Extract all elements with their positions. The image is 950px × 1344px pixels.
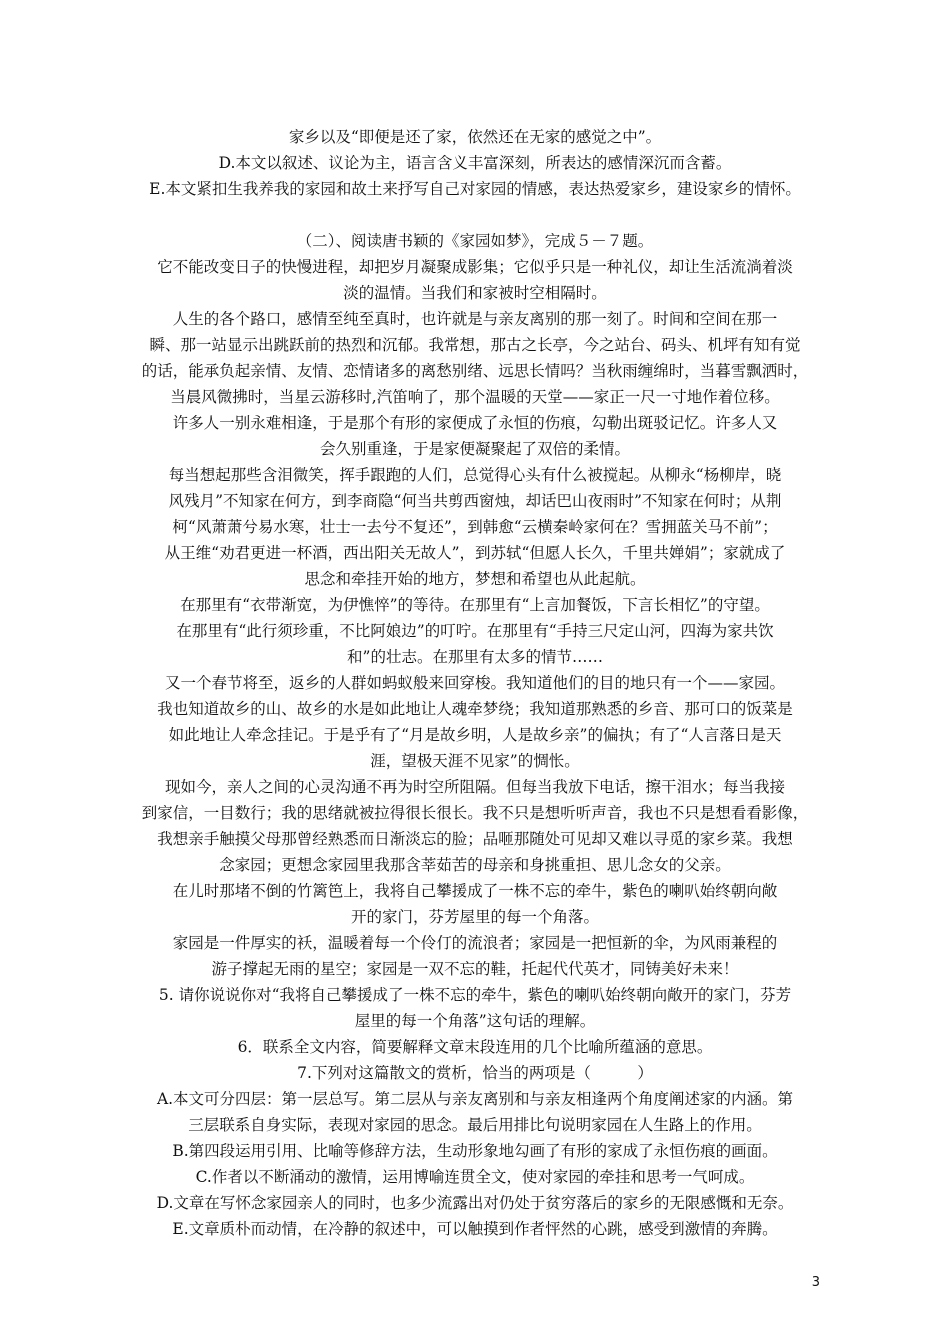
text-line: 风残月”不知家在何方，到李商隐“何当共剪西窗烛，却话巴山夜雨时”不知家在何时；从荆 xyxy=(168,492,782,510)
text-line: 三层联系自身实际，表现对家园的思念。最后用排比句说明家园在人生路上的作用。 xyxy=(188,1116,762,1134)
text-line xyxy=(128,202,822,228)
text-line: 许多人一别永难相逢，于是那个有形的家便成了永恒的伤痕，勾勒出斑驳记忆。许多人又 xyxy=(172,414,778,432)
text-line: 当晨风微拂时，当星云游移时,汽笛响了，那个温暖的天堂——家正一尺一寸地作着位移。 xyxy=(170,388,780,406)
text-line: 6．联系全文内容，简要解释文章末段连用的几个比喻所蕴涵的意思。 xyxy=(237,1038,713,1056)
text-line: 又一个春节将至，返乡的人群如蚂蚁般来回穿梭。我知道他们的目的地只有一个——家园。 xyxy=(164,674,785,692)
text-line: 5. 请你说说你对“我将自己攀援成了一株不忘的牵牛，紫色的喇叭始终朝向敞开的家门，芬芳 xyxy=(158,986,792,1004)
text-line: 念家园；更想念家园里我那含莘茹苦的母亲和身挑重担、思儿念女的父亲。 xyxy=(219,856,731,874)
text-line: 每当想起那些含泪微笑，挥手跟跑的人们，总觉得心头有什么被搅起。从柳永“杨柳岸，晓 xyxy=(168,466,782,484)
text-line: 会久别重逢，于是家便凝聚起了双倍的柔情。 xyxy=(319,440,630,458)
text-line: 家乡以及“即便是还了家，依然还在无家的感觉之中”。 xyxy=(288,128,662,146)
text-line: E.本文紧扣生我养我的家园和故土来抒写自己对家园的情感，表达热爱家乡，建设家乡的情怀。 xyxy=(149,180,801,198)
text-line: 屋里的每一个角落”这句话的理解。 xyxy=(354,1012,596,1030)
text-line: 柯“风萧萧兮易水寒，壮士一去兮不复还”，到韩愈“云横秦岭家何在？雪拥蓝关马不前”； xyxy=(172,518,778,536)
text-line: C.作者以不断涌动的激情，运用博喻连贯全文，使对家园的牵挂和思考一气呵成。 xyxy=(195,1168,755,1186)
text-line: 淡的温情。当我们和家被时空相隔时。 xyxy=(343,284,607,302)
text-line: 思念和牵挂开始的地方，梦想和希望也从此起航。 xyxy=(304,570,646,588)
text-line: 7.下列对这篇散文的赏析，恰当的两项是（ ） xyxy=(297,1064,653,1082)
text-line: 涯，望极天涯不见家”的惆怅。 xyxy=(370,752,580,770)
text-line: 在儿时那堵不倒的竹篱笆上，我将自己攀援成了一株不忘的牵牛，紫色的喇叭始终朝向敞 xyxy=(172,882,778,900)
text-line: 和”的壮志。在那里有太多的情节…… xyxy=(347,648,603,666)
text-line: D.文章在写怀念家园亲人的同时，也多少流露出对仍处于贫穷落后的家乡的无限感慨和无奈。 xyxy=(156,1194,794,1212)
text-line: 家园是一件厚实的袄，温暖着每一个伶仃的流浪者；家园是一把恒新的伞，为风雨兼程的 xyxy=(172,934,778,952)
text-line: 在那里有“此行须珍重，不比阿娘边”的叮咛。在那里有“手持三尺定山河，四海为家共饮 xyxy=(176,622,774,640)
text-line: A.本文可分四层：第一层总写。第二层从与亲友离别和与亲友相逢两个角度阐述家的内涵。第 xyxy=(156,1090,794,1108)
text-line: B.第四段运用引用、比喻等修辞方法，生动形象地勾画了有形的家成了永恒伤痕的画面。 xyxy=(172,1142,778,1160)
text-line: 开的家门，芬芳屋里的每一个角落。 xyxy=(350,908,599,926)
text-line: 游子撑起无雨的星空；家园是一双不忘的鞋，托起代代英才，同铸美好未来！ xyxy=(211,960,739,978)
text-line: 到家信，一目数行；我的思绪就被拉得很长很长。我不只是想听听声音，我也不只是想看看影像， xyxy=(141,804,809,822)
text-line: 如此地让人牵念挂记。于是乎有了“月是故乡明，人是故乡亲”的偏执；有了“人言落日是天 xyxy=(168,726,782,744)
text-line: 现如今，亲人之间的心灵沟通不再为时空所阻隔。但每当我放下电话，擦干泪水；每当我接 xyxy=(164,778,785,796)
text-line: 瞬、那一站显示出跳跃前的热烈和沉郁。我常想，那古之长亭，今之站台、码头、机坪有知有觉 xyxy=(149,336,801,354)
page-number: 3 xyxy=(811,1275,820,1290)
text-line: E.文章质朴而动情，在冷静的叙述中，可以触摸到作者怦然的心跳，感受到激情的奔腾。 xyxy=(172,1220,778,1238)
text-line: 在那里有“衣带渐宽，为伊憔悴”的等待。在那里有“上言加餐饭，下言长相忆”的守望。 xyxy=(180,596,770,614)
text-line: （二）、阅读唐书颖的《家园如梦》，完成５－７题。 xyxy=(296,232,654,250)
body-text xyxy=(128,124,822,1242)
text-line: 的话，能承负起亲情、友情、恋情诸多的离愁别绪、远思长情吗？当秋雨缠绵时，当暮雪飘洒时， xyxy=(141,362,809,380)
text-line: 我也知道故乡的山、故乡的水是如此地让人魂牵梦绕；我知道那熟悉的乡音、那可口的饭菜是 xyxy=(157,700,793,718)
text-line: 我想亲手触摸父母那曾经熟悉而日渐淡忘的脸；品咂那随处可见却又难以寻觅的家乡菜。我想 xyxy=(157,830,793,848)
text-line: D.本文以叙述、议论为主，语言含义丰富深刻，所表达的感情深沉而含蓄。 xyxy=(218,154,732,172)
text-line: 人生的各个路口，感情至纯至真时，也许就是与亲友离别的那一刻了。时间和空间在那一 xyxy=(172,310,778,328)
text-line: 从王维“劝君更进一杯酒，西出阳关无故人”，到苏轼“但愿人长久，千里共婵娟”；家就成了 xyxy=(164,544,786,562)
text-line: 它不能改变日子的快慢进程，却把岁月凝聚成影集；它似乎只是一种礼仪，却让生活流淌着淡 xyxy=(157,258,793,276)
